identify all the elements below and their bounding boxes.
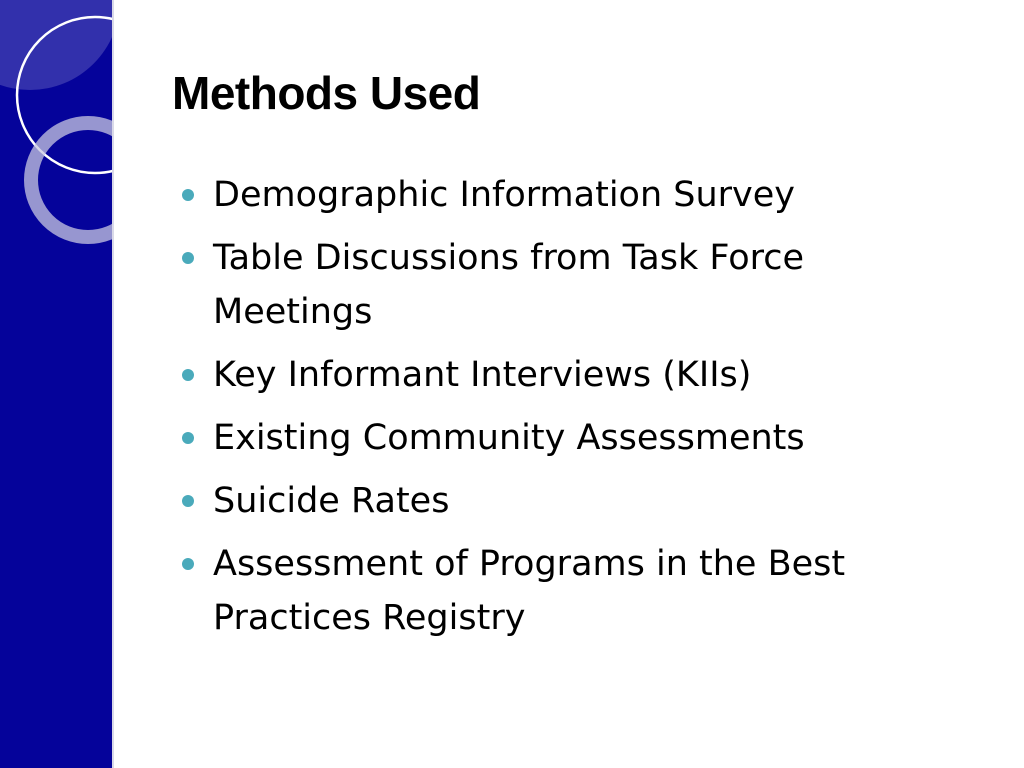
bullet-list <box>182 168 902 654</box>
bullet-icon <box>182 252 194 264</box>
bullet-icon <box>182 189 194 201</box>
list-item <box>182 231 902 339</box>
decorative-circles <box>0 0 114 768</box>
decorative-side-band <box>0 0 114 768</box>
large-translucent-circle <box>0 0 114 90</box>
bullet-text: Suicide Rates <box>213 481 450 521</box>
band-edge-divider <box>112 0 114 768</box>
bullet-text: Existing Community Assessments <box>213 418 805 458</box>
thick-gray-ring <box>31 123 114 237</box>
bullet-text: Demographic Information Survey <box>213 175 796 215</box>
bullet-text: Key Informant Interviews (KIIs) <box>213 355 752 395</box>
list-item <box>182 348 902 402</box>
bullet-icon <box>182 432 194 444</box>
bullet-text: Table Discussions from Task Force Meetings <box>213 238 805 332</box>
bullet-icon <box>182 369 194 381</box>
bullet-icon <box>182 558 194 570</box>
list-item <box>182 411 902 465</box>
bullet-icon <box>182 495 194 507</box>
list-item <box>182 474 902 528</box>
list-item <box>182 168 902 222</box>
bullet-text: Assessment of Programs in the Best Practices Registry <box>213 544 846 638</box>
slide-title: Methods Used <box>172 67 481 119</box>
list-item <box>182 537 902 645</box>
